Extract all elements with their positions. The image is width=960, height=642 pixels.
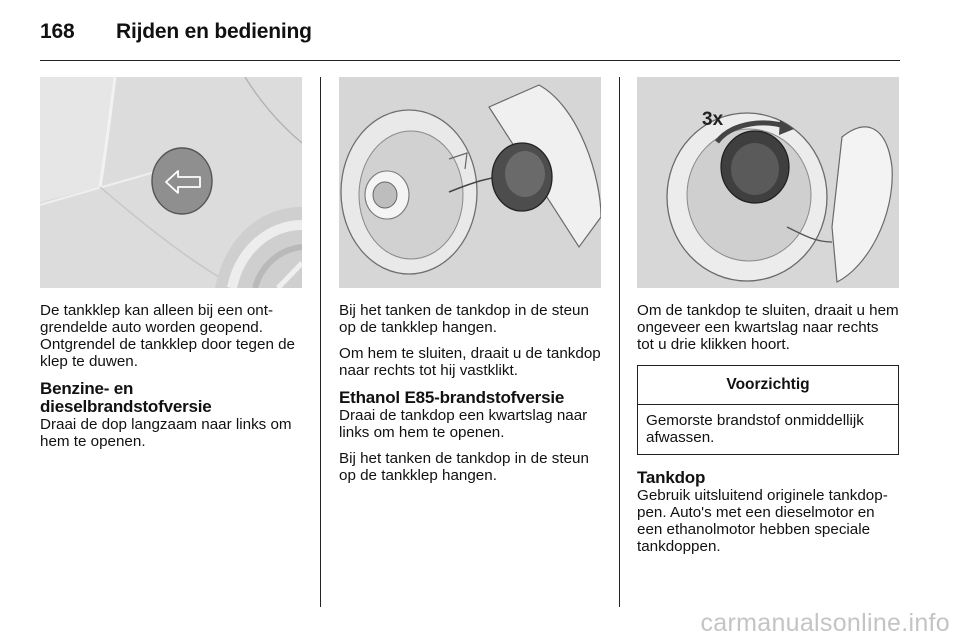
caution-text: Gemorste brandstof onmiddellijk afwassen. <box>646 412 864 446</box>
column-3 <box>637 302 899 564</box>
fuel-flap-open-drawing <box>339 77 601 288</box>
paragraph: Bij het tanken de tankdop in de steun op de tankklep hangen. <box>339 450 589 484</box>
fuel-flap-closed-drawing <box>40 77 302 288</box>
fuel-flap-open-illustration <box>339 77 601 288</box>
turns-label: 3x <box>702 109 724 130</box>
section-heading: Ethanol E85-brandstofversie <box>339 388 565 407</box>
fuel-flap-closed-illustration <box>40 77 302 288</box>
fuel-cap-close-drawing <box>637 77 899 288</box>
caution-title: Voorzichtig <box>638 366 898 405</box>
column-1 <box>40 302 302 459</box>
section-heading: Tankdop <box>637 468 706 487</box>
paragraph: Om de tankdop te sluiten, draait u hem ongeveer een kwartslag naar rechts tot u drie klikken hoort. <box>637 302 899 353</box>
header-rule <box>40 60 900 61</box>
page-title: Rijden en bediening <box>116 20 312 43</box>
paragraph: Draai de dop langzaam naar links om hem te openen. <box>40 416 292 450</box>
section-heading: Benzine- en dieselbrandstofversie <box>40 379 212 416</box>
page-header <box>40 14 900 50</box>
column-divider <box>619 77 620 607</box>
column-divider <box>320 77 321 607</box>
page-number: 168 <box>40 20 75 43</box>
paragraph: Om hem te sluiten, draait u de tankdop naar rechts tot hij vastklikt. <box>339 345 601 379</box>
column-2 <box>339 302 601 493</box>
fuel-cap-close-illustration <box>637 77 899 288</box>
paragraph: De tankklep kan alleen bij een ontgrendelde auto worden geopend. Ontgrendel de tankklep door tegen de klep te duwen. <box>40 302 295 370</box>
caution-box <box>637 365 899 455</box>
paragraph: Bij het tanken de tankdop in de steun op de tankklep hangen. <box>339 302 589 336</box>
paragraph: Draai de tankdop een kwartslag naar links om hem te openen. <box>339 407 588 441</box>
paragraph: Gebruik uitsluitend originele tankdoppen. Auto's met een dieselmotor en een ethanolmotor hebben speciale tankdoppen. <box>637 487 888 555</box>
watermark: carmanualsonline.info <box>700 609 950 637</box>
